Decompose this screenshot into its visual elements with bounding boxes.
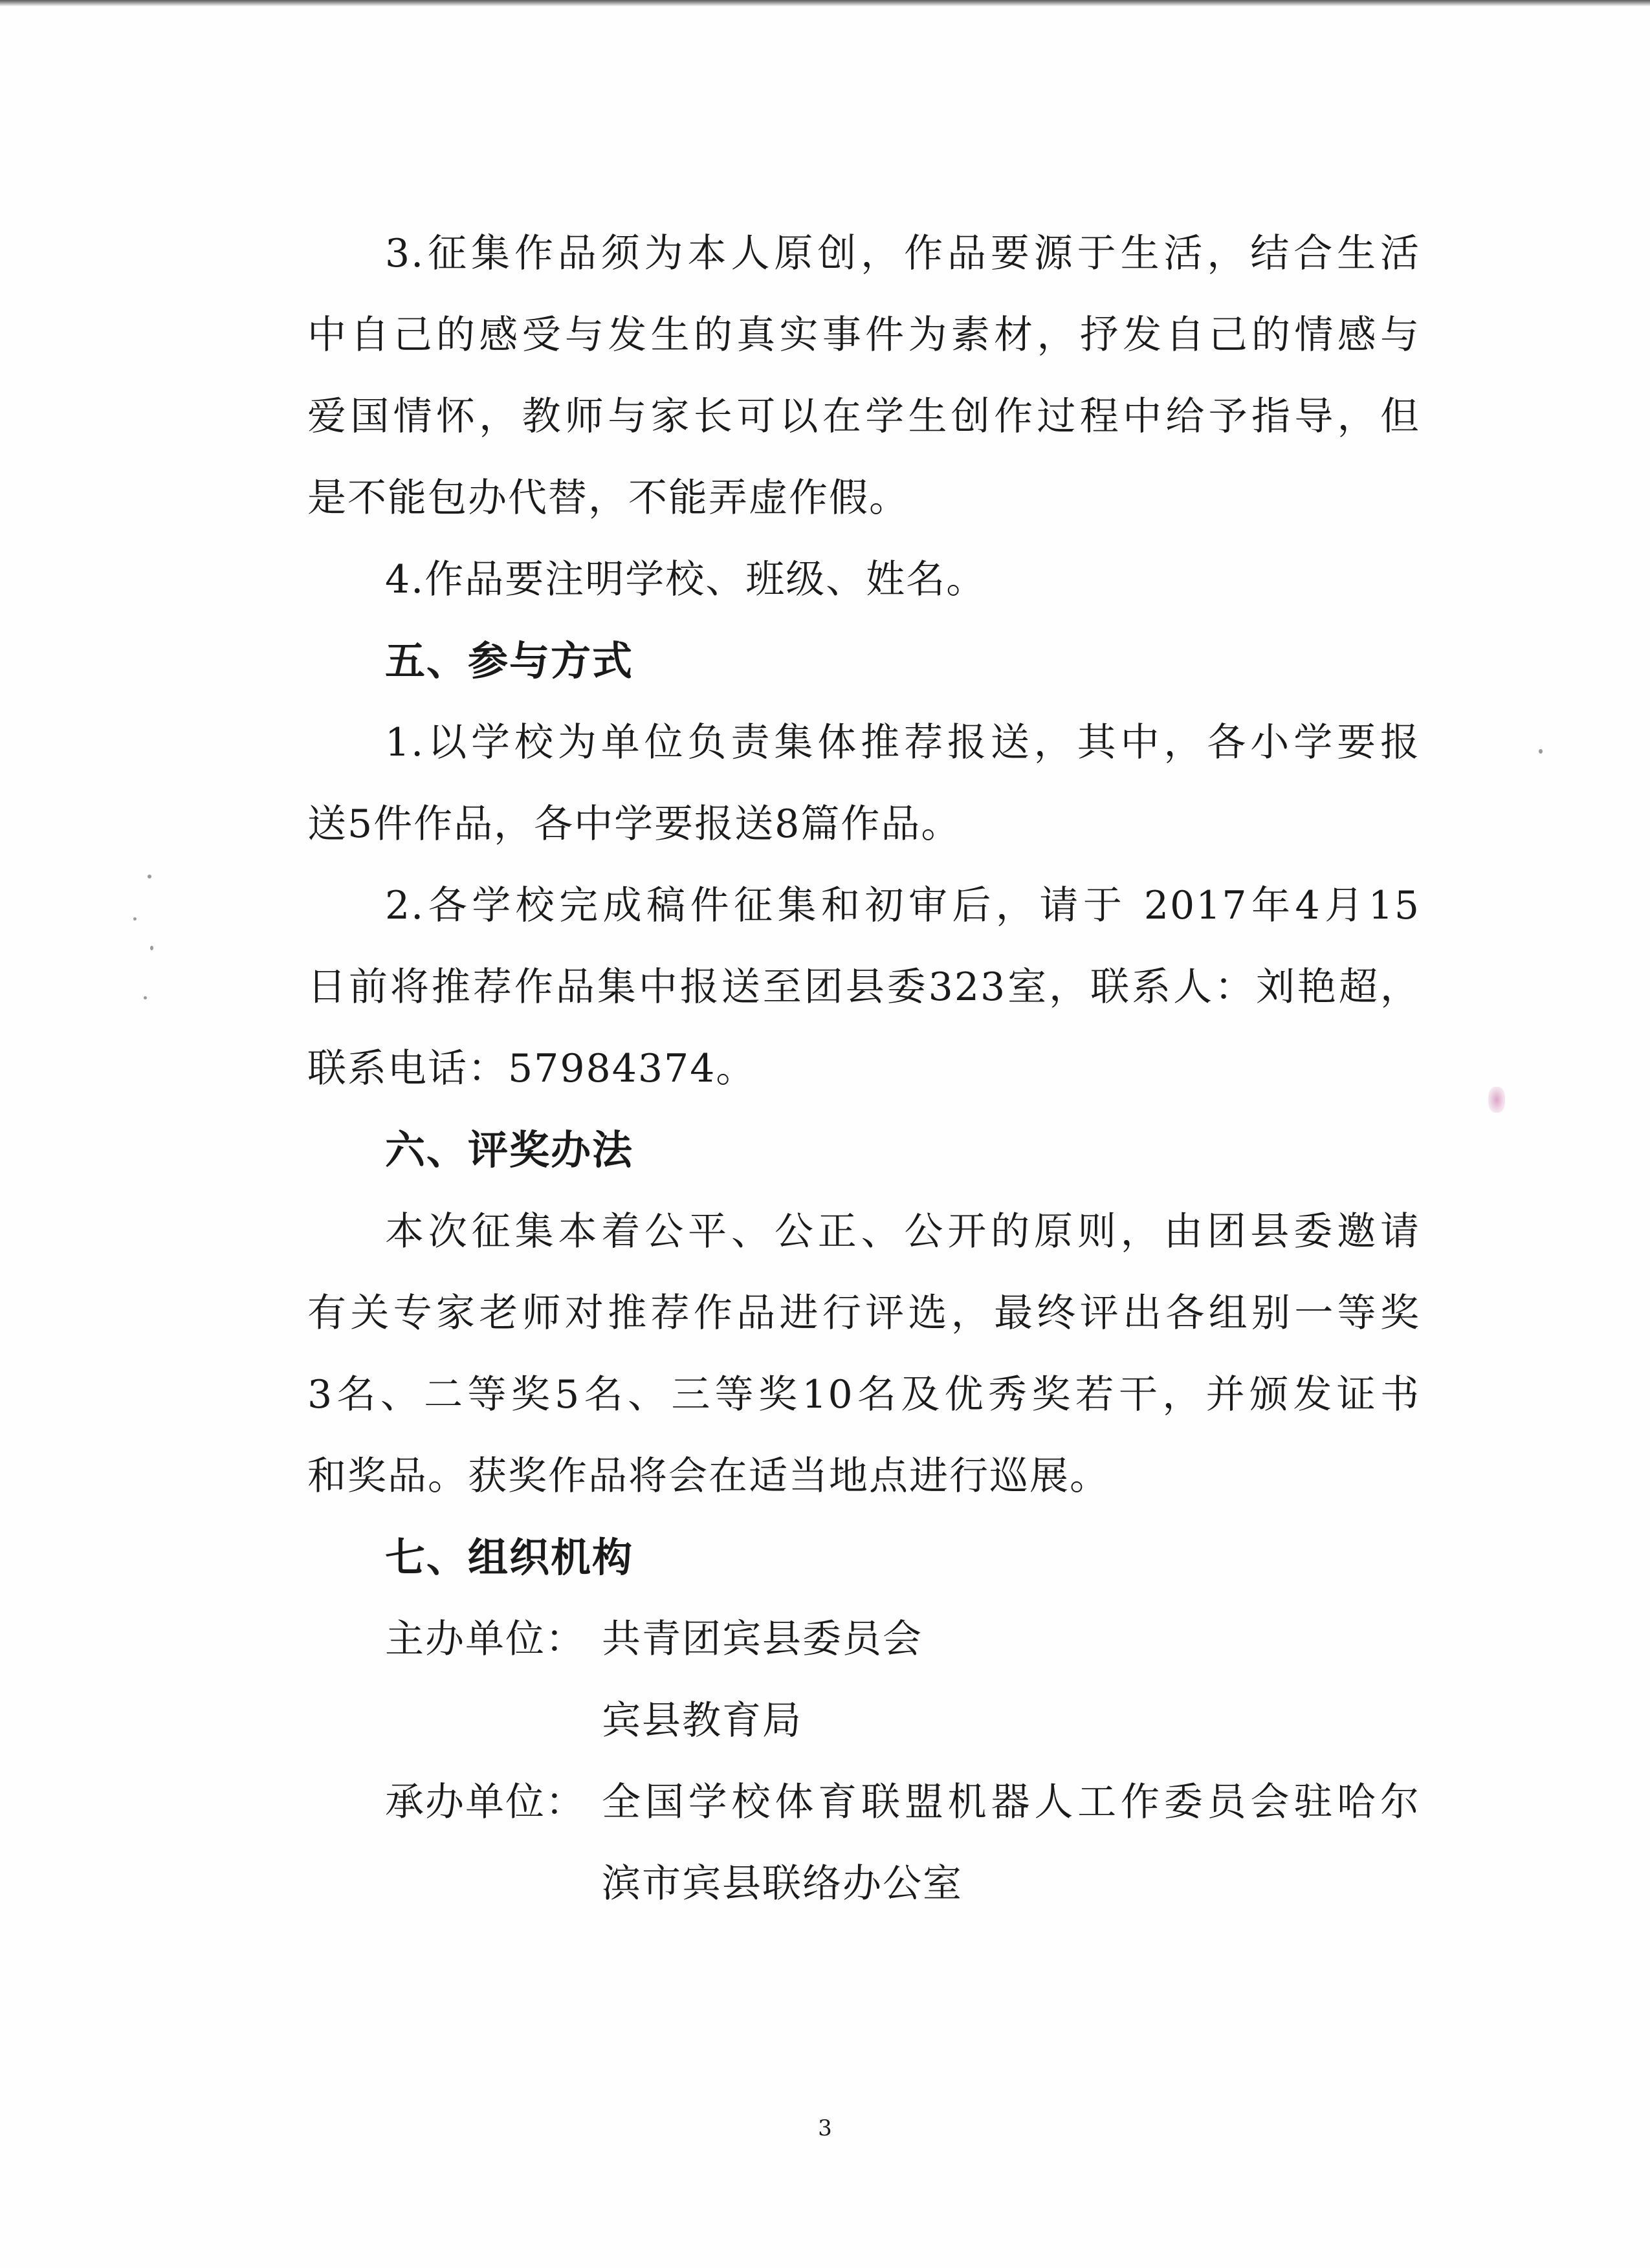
paragraph-line: 中自己的感受与发生的真实事件为素材，抒发自己的情感与 <box>307 312 1420 358</box>
section-heading: 六、评奖办法 <box>385 1126 634 1173</box>
scan-speck <box>144 996 147 999</box>
scan-top-edge <box>0 0 1650 6</box>
paragraph-line: 有关专家老师对推荐作品进行评选，最终评出各组别一等奖 <box>307 1291 1420 1336</box>
scan-speck <box>150 946 153 950</box>
paragraph-line: 是不能包办代替，不能弄虚作假。 <box>307 475 909 521</box>
paragraph-line: 联系电话：57984374。 <box>307 1046 756 1091</box>
host-label: 主办单位： <box>385 1617 586 1662</box>
paragraph-line: 和奖品。获奖作品将会在适当地点进行巡展。 <box>307 1454 1110 1499</box>
scan-speck <box>148 875 151 878</box>
scan-speck <box>133 917 137 921</box>
scan-stain <box>1488 1087 1505 1113</box>
scan-speck <box>1539 749 1543 754</box>
organizer-label: 承办单位： <box>385 1780 586 1825</box>
section-heading: 五、参与方式 <box>385 637 634 684</box>
paragraph-line: 1.以学校为单位负责集体推荐报送，其中，各小学要报 <box>385 720 1420 765</box>
paragraph-line: 3.征集作品须为本人原创，作品要源于生活，结合生活 <box>385 231 1420 276</box>
paragraph-line: 4.作品要注明学校、班级、姓名。 <box>385 557 987 602</box>
page-number: 3 <box>818 2115 832 2141</box>
paragraph-line: 日前将推荐作品集中报送至团县委323室，联系人：刘艳超， <box>307 965 1420 1010</box>
section-heading: 七、组织机构 <box>385 1534 634 1581</box>
paragraph-line: 本次征集本着公平、公正、公开的原则，由团县委邀请 <box>385 1209 1420 1254</box>
organizer-value: 滨市宾县联络办公室 <box>602 1861 963 1906</box>
host-value: 共青团宾县委员会 <box>602 1617 923 1662</box>
paragraph-line: 2.各学校完成稿件征集和初审后，请于 2017年4月15 <box>385 883 1420 928</box>
host-value: 宾县教育局 <box>602 1698 802 1743</box>
paragraph-line: 爱国情怀，教师与家长可以在学生创作过程中给予指导，但 <box>307 394 1420 439</box>
paragraph-line: 送5件作品，各中学要报送8篇作品。 <box>307 801 962 847</box>
paragraph-line: 3名、二等奖5名、三等奖10名及优秀奖若干，并颁发证书 <box>307 1372 1420 1417</box>
organizer-value: 全国学校体育联盟机器人工作委员会驻哈尔 <box>602 1780 1420 1825</box>
